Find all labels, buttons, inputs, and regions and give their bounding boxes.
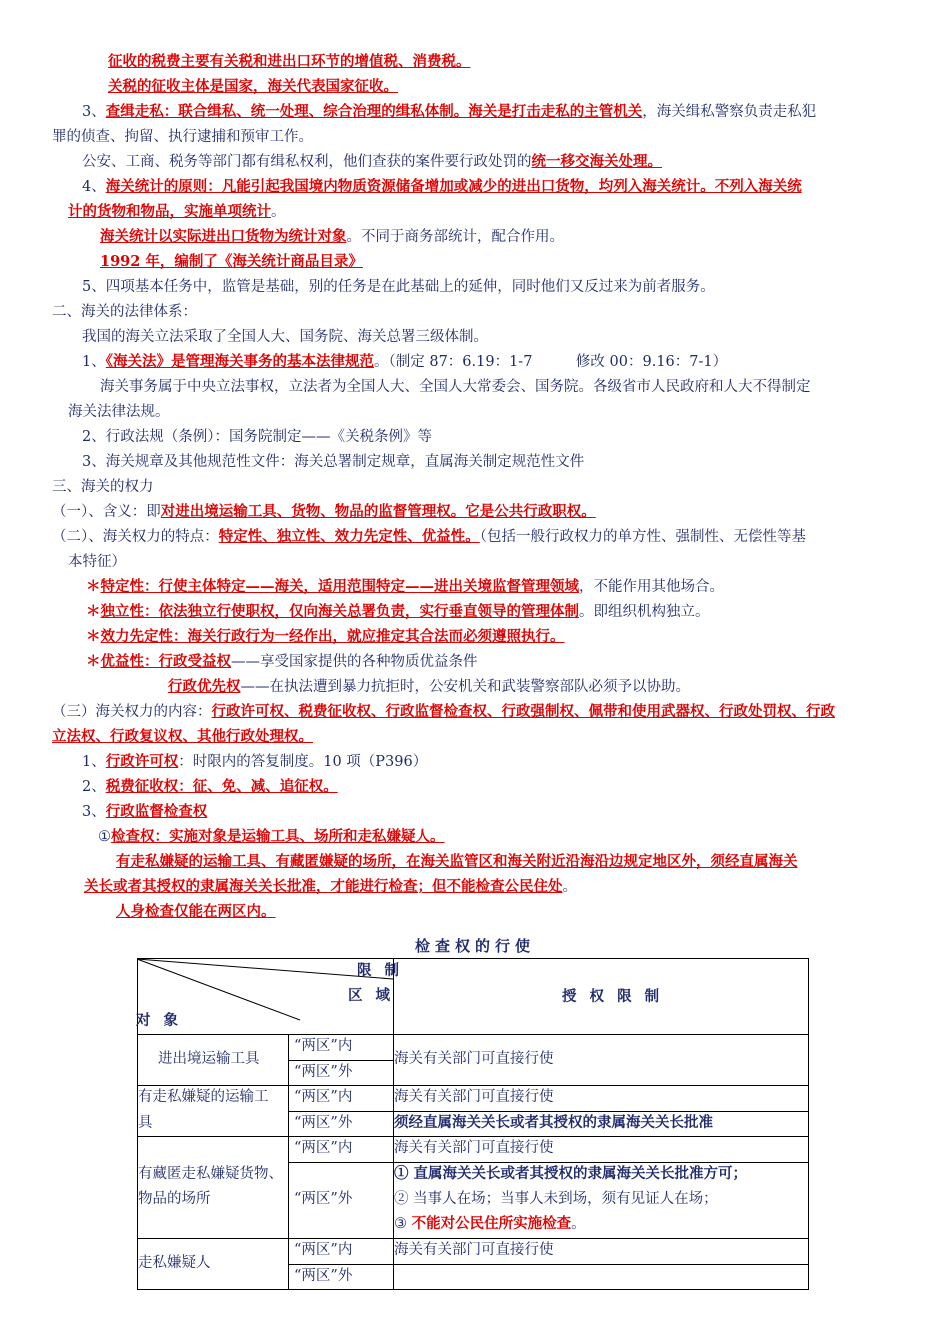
auth-text	[394, 1213, 586, 1235]
emphasis-text: 优益性：行政受益权	[100, 653, 231, 670]
emphasis-text: 海关统计以实际进出口货物为统计对象	[100, 228, 347, 245]
body-text: （一）、含义：即	[52, 504, 161, 520]
emphasis-text: 立法权、行政复议权、其他行政处理权。	[52, 728, 313, 745]
row-object: 进出境运输工具	[158, 1051, 260, 1067]
body-text: 罪的侦查、拘留、执行逮捕和预审工作。	[52, 129, 313, 145]
zone-inside: “两区”内	[294, 1089, 353, 1105]
emphasis-text: 1992 年，编制了《海关统计商品目录》	[100, 253, 363, 270]
row-object: 物品的场所	[138, 1191, 211, 1207]
body-text: 。（制定 87：6.19：1-7 修改 00：9.16：7-1）	[373, 354, 728, 370]
heading-text: 二、海关的法律体系：	[52, 304, 197, 320]
header-object: 对 象	[136, 1013, 183, 1029]
body-text: （二）、海关权力的特点：	[52, 529, 219, 545]
auth-text: 海关有关部门可直接行使	[394, 1140, 554, 1156]
body-text: 3、海关规章及其他规范性文件：海关总署制定规章，直属海关制定规范性文件	[82, 454, 585, 470]
body-text: ，不能作用其他场合。	[579, 579, 724, 595]
emphasis-text: 特定性：行使主体特定——海关，适用范围特定——进出关境监督管理领域	[100, 578, 579, 595]
body-text: ：时限内的答复制度。10 项（P396）	[178, 754, 428, 770]
auth-text-emphasis: 须经直属海关关长或者其授权的隶属海关关长批准	[394, 1114, 713, 1131]
auth-text: 海关有关部门可直接行使	[394, 1242, 554, 1258]
auth-text: 海关有关部门可直接行使	[394, 1089, 554, 1105]
emphasis-text: 税费征收权：征、免、减、追征权。	[105, 778, 338, 795]
body-text: 。	[271, 204, 286, 220]
emphasis-text: 行政许可权、税费征收权、行政监督检查权、行政强制权、佩带和使用武器权、行政处罚权、行政	[211, 703, 835, 720]
zone-inside: “两区”内	[294, 1242, 353, 1258]
row-object: 有藏匿走私嫌疑货物、	[138, 1166, 283, 1182]
emphasis-text: 人身检查仅能在两区内。	[116, 903, 276, 920]
emphasis-text: 《海关法》是管理海关事务的基本法律规范	[105, 353, 374, 370]
emphasis-text: 海关统计的原则：凡能引起我国境内物质资源储备增加或减少的进出口货物，均列入海关统计。不列入海关统	[105, 178, 802, 195]
body-text: 海关法律法规。	[68, 404, 170, 420]
header-region: 区 域	[348, 988, 395, 1004]
list-number: 1、	[82, 754, 106, 770]
bullet-icon: ＊	[86, 603, 101, 620]
auth-text-emphasis: ① 直属海关关长或者其授权的隶属海关关长批准方可；	[394, 1165, 748, 1182]
body-text: ——享受国家提供的各种物质优益条件	[231, 654, 478, 670]
row-object: 走私嫌疑人	[138, 1255, 211, 1271]
body-text: 我国的海关立法采取了全国人大、国务院、海关总署三级体制。	[82, 329, 488, 345]
auth-text-emphasis: 不能对公民住所实施检查	[411, 1215, 572, 1232]
list-number: 2、	[82, 779, 106, 795]
auth-text: ② 当事人在场；当事人未到场，须有见证人在场；	[394, 1191, 718, 1207]
list-number: 3、	[82, 804, 106, 820]
emphasis-text: 行政监督检查权	[105, 803, 208, 820]
zone-outside: “两区”外	[294, 1191, 353, 1207]
zone-outside: “两区”外	[294, 1064, 353, 1080]
zone-outside: “两区”外	[294, 1268, 353, 1284]
body-text: 2、行政法规（条例）：国务院制定——《关税条例》等	[82, 429, 432, 445]
emphasis-text: 效力先定性：海关行政行为一经作出，就应推定其合法而必须遵照执行。	[100, 628, 565, 645]
emphasis-text: 行政许可权	[105, 753, 179, 770]
list-number: 3、	[82, 104, 106, 120]
emphasis-text: 关税的征收主体是国家，海关代表国家征收。	[108, 78, 398, 95]
zone-inside: “两区”内	[294, 1140, 353, 1156]
emphasis-text: 计的货物和物品，实施单项统计	[68, 203, 271, 220]
list-number: ①	[98, 829, 111, 845]
body-text: 。不同于商务部统计，配合作用。	[346, 229, 564, 245]
body-text: ，海关缉私警察负责走私犯	[642, 104, 817, 120]
body-text: 海关事务属于中央立法事权，立法者为全国人大、全国人大常委会、国务院。各级省市人民政府和人大不得制定	[100, 379, 811, 395]
emphasis-text: 征收的税费主要有关税和进出口环节的增值税、消费税。	[108, 53, 471, 70]
table-title: 检查权的行使	[414, 937, 535, 955]
body-text: 。	[562, 879, 577, 895]
body-text: 本特征）	[68, 554, 126, 570]
list-number: ③	[394, 1216, 412, 1232]
zone-outside: “两区”外	[294, 1115, 353, 1131]
bullet-icon: ＊	[86, 628, 101, 645]
row-object: 具	[138, 1115, 153, 1131]
emphasis-text: 检查权：实施对象是运输工具、场所和走私嫌疑人。	[111, 828, 445, 845]
bullet-icon: ＊	[86, 653, 101, 670]
auth-text: 海关有关部门可直接行使	[394, 1051, 554, 1067]
body-text: 5、四项基本任务中，监管是基础，别的任务是在此基础上的延伸，同时他们又反过来为前者服务。	[82, 279, 715, 295]
emphasis-text: 查缉走私：联合缉私、统一处理、综合治理的缉私体制。海关是打击走私的主管机关	[105, 103, 643, 120]
header-limit: 限 制	[357, 963, 404, 979]
list-number: 1、	[82, 354, 106, 370]
emphasis-text: 独立性：依法独立行使职权，仅向海关总署负责，实行垂直领导的管理体制	[100, 603, 579, 620]
header-auth: 授 权 限 制	[562, 989, 664, 1005]
row-object: 有走私嫌疑的运输工	[138, 1089, 269, 1105]
emphasis-text: 关长或者其授权的隶属海关关长批准，才能进行检查；但不能检查公民住处	[84, 878, 563, 895]
emphasis-text: 统一移交海关处理。	[531, 153, 662, 170]
body-text: 。即组织机构独立。	[579, 604, 710, 620]
bullet-icon: ＊	[86, 578, 101, 595]
body-text: （包括一般行政权力的单方性、强制性、无偿性等基	[479, 529, 806, 545]
body-text: （三）海关权力的内容：	[52, 704, 212, 720]
header-diagonal	[137, 959, 393, 979]
zone-inside: “两区”内	[294, 1038, 353, 1054]
body-text: ——在执法遭到暴力抗拒时，公安机关和武装警察部队必须予以协助。	[240, 679, 690, 695]
emphasis-text: 特定性、独立性、效力先定性、优益性。	[218, 528, 480, 545]
heading-text: 三、海关的权力	[52, 479, 154, 495]
emphasis-text: 有走私嫌疑的运输工具、有藏匿嫌疑的场所，在海关监管区和海关附近沿海沿边规定地区外，须经直属海关	[116, 853, 798, 870]
emphasis-text: 行政优先权	[168, 678, 241, 695]
list-number: 4、	[82, 179, 106, 195]
body-text: 公安、工商、税务等部门都有缉私权利，他们查获的案件要行政处罚的	[82, 154, 532, 170]
emphasis-text: 对进出境运输工具、货物、物品的监督管理权。它是公共行政职权。	[160, 503, 596, 520]
body-text: 。	[571, 1216, 586, 1232]
